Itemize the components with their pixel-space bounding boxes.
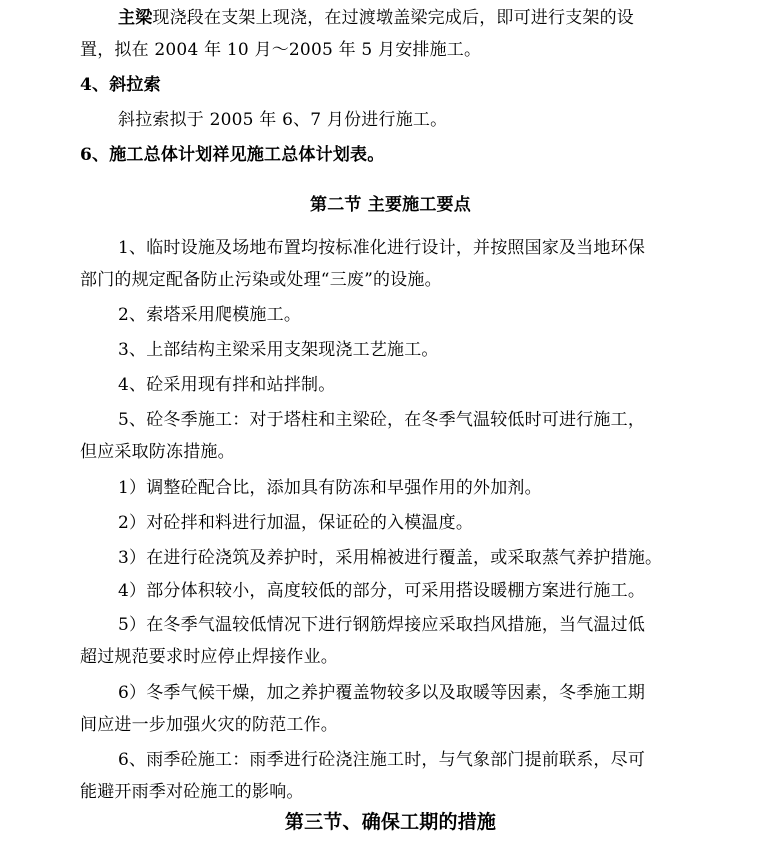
heading-cable: 4、斜拉索 (80, 75, 161, 95)
subitem6-line1: 6）冬季气候干燥，加之养护覆盖物较多以及取暖等因素，冬季施工期 (118, 683, 646, 703)
item5-line2: 但应采取防冻措施。 (80, 442, 235, 462)
paragraph-cable: 斜拉索拟于 2005 年 6、7 月份进行施工。 (118, 110, 448, 130)
subitem4: 4）部分体积较小，高度较低的部分，可采用搭设暖棚方案进行施工。 (118, 581, 646, 601)
subitem5-line1: 5）在冬季气温较低情况下进行钢筋焊接应采取挡风措施，当气温过低 (118, 615, 646, 635)
item1-line1: 1、临时设施及场地布置均按标准化进行设计，并按照国家及当地环保 (118, 238, 646, 258)
section2-title: 第二节 主要施工要点 (310, 195, 471, 215)
item6-line2: 能避开雨季对砼施工的影响。 (80, 782, 304, 802)
item1-line2: 部门的规定配备防止污染或处理“三废”的设施。 (80, 270, 442, 290)
item3: 3、上部结构主梁采用支架现浇工艺施工。 (118, 340, 439, 360)
subitem6-line2: 间应进一步加强火灾的防范工作。 (80, 715, 338, 735)
section3-title: 第三节、确保工期的措施 (284, 811, 497, 833)
item5-line1: 5、砼冬季施工：对于塔柱和主梁砼，在冬季气温较低时可进行施工， (118, 410, 646, 430)
main-girder-text: 现浇段在支架上现浇，在过渡墩盖梁完成后，即可进行支架的设 (152, 8, 635, 28)
subitem5-line2: 超过规范要求时应停止焊接作业。 (80, 647, 338, 667)
heading-overall-plan: 6、施工总体计划祥见施工总体计划表。 (80, 145, 385, 165)
paragraph-main-girder-line2: 置，拟在 2004 年 10 月～2005 年 5 月安排施工。 (80, 40, 482, 60)
subitem1: 1）调整砼配合比，添加具有防冻和早强作用的外加剂。 (118, 478, 542, 498)
subitem2: 2）对砼拌和料进行加温，保证砼的入模温度。 (118, 513, 474, 533)
item4: 4、砼采用现有拌和站拌制。 (118, 375, 336, 395)
item6-line1: 6、雨季砼施工：雨季进行砼浇注施工时，与气象部门提前联系，尽可 (118, 750, 646, 770)
paragraph-main-girder-line1 (118, 6, 634, 30)
item2: 2、索塔采用爬模施工。 (118, 305, 302, 325)
main-girder-bold-term: 主梁 (118, 8, 153, 28)
subitem3: 3）在进行砼浇筑及养护时，采用棉被进行覆盖，或采取蒸气养护措施。 (118, 548, 663, 568)
